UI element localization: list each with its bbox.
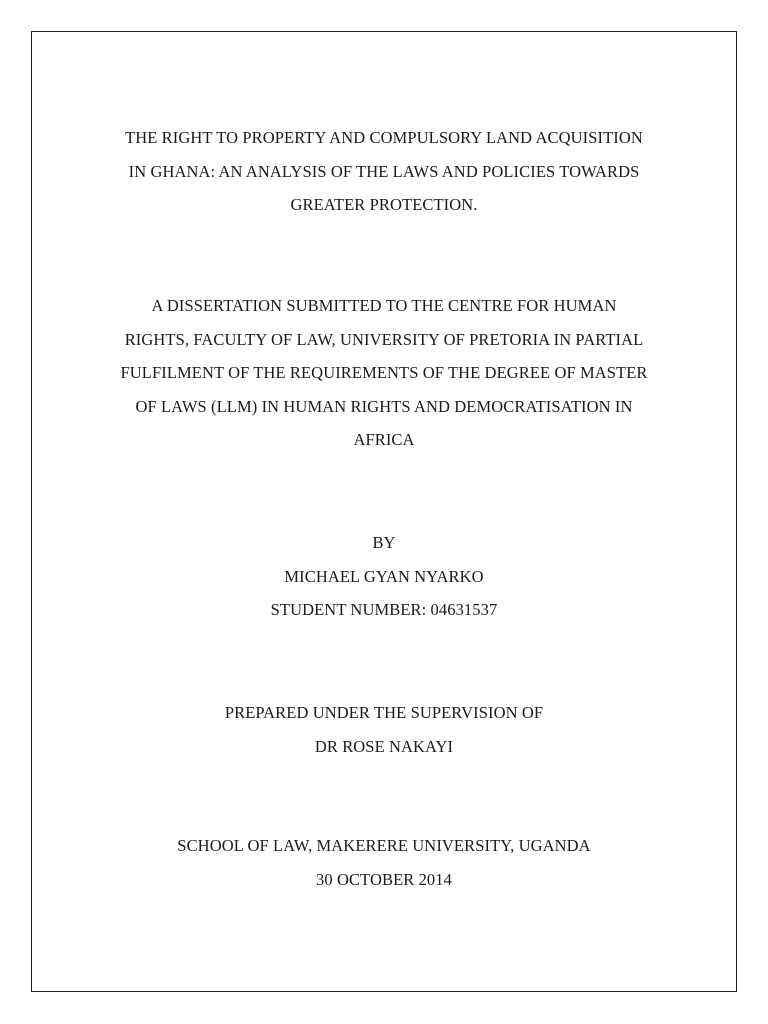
institution-block [60, 829, 708, 896]
statement-line: A DISSERTATION SUBMITTED TO THE CENTRE FOR HUMAN [151, 296, 617, 315]
institution-name: SCHOOL OF LAW, MAKERERE UNIVERSITY, UGANDA [177, 836, 591, 855]
supervision-label: PREPARED UNDER THE SUPERVISION OF [224, 703, 544, 722]
statement-line: RIGHTS, FACULTY OF LAW, UNIVERSITY OF PRETORIA IN PARTIAL [124, 329, 644, 349]
supervision-block [60, 696, 708, 763]
dissertation-title [60, 121, 708, 222]
title-line: IN GHANA: AN ANALYSIS OF THE LAWS AND POLICIES TOWARDS [128, 161, 640, 181]
submission-statement [60, 289, 708, 457]
author-block [60, 526, 708, 627]
statement-line: AFRICA [353, 430, 415, 449]
supervisor-name: DR ROSE NAKAYI [314, 736, 454, 756]
title-line: GREATER PROTECTION. [290, 195, 478, 214]
by-label: BY [372, 533, 396, 552]
submission-date: 30 OCTOBER 2014 [316, 869, 452, 889]
student-number: STUDENT NUMBER: 04631537 [270, 600, 498, 619]
statement-line: FULFILMENT OF THE REQUIREMENTS OF THE DEGREE OF MASTER [120, 363, 648, 382]
author-name: MICHAEL GYAN NYARKO [284, 566, 484, 586]
statement-line: OF LAWS (LLM) IN HUMAN RIGHTS AND DEMOCRATISATION IN [135, 396, 633, 416]
title-line: THE RIGHT TO PROPERTY AND COMPULSORY LAND ACQUISITION [125, 128, 643, 147]
